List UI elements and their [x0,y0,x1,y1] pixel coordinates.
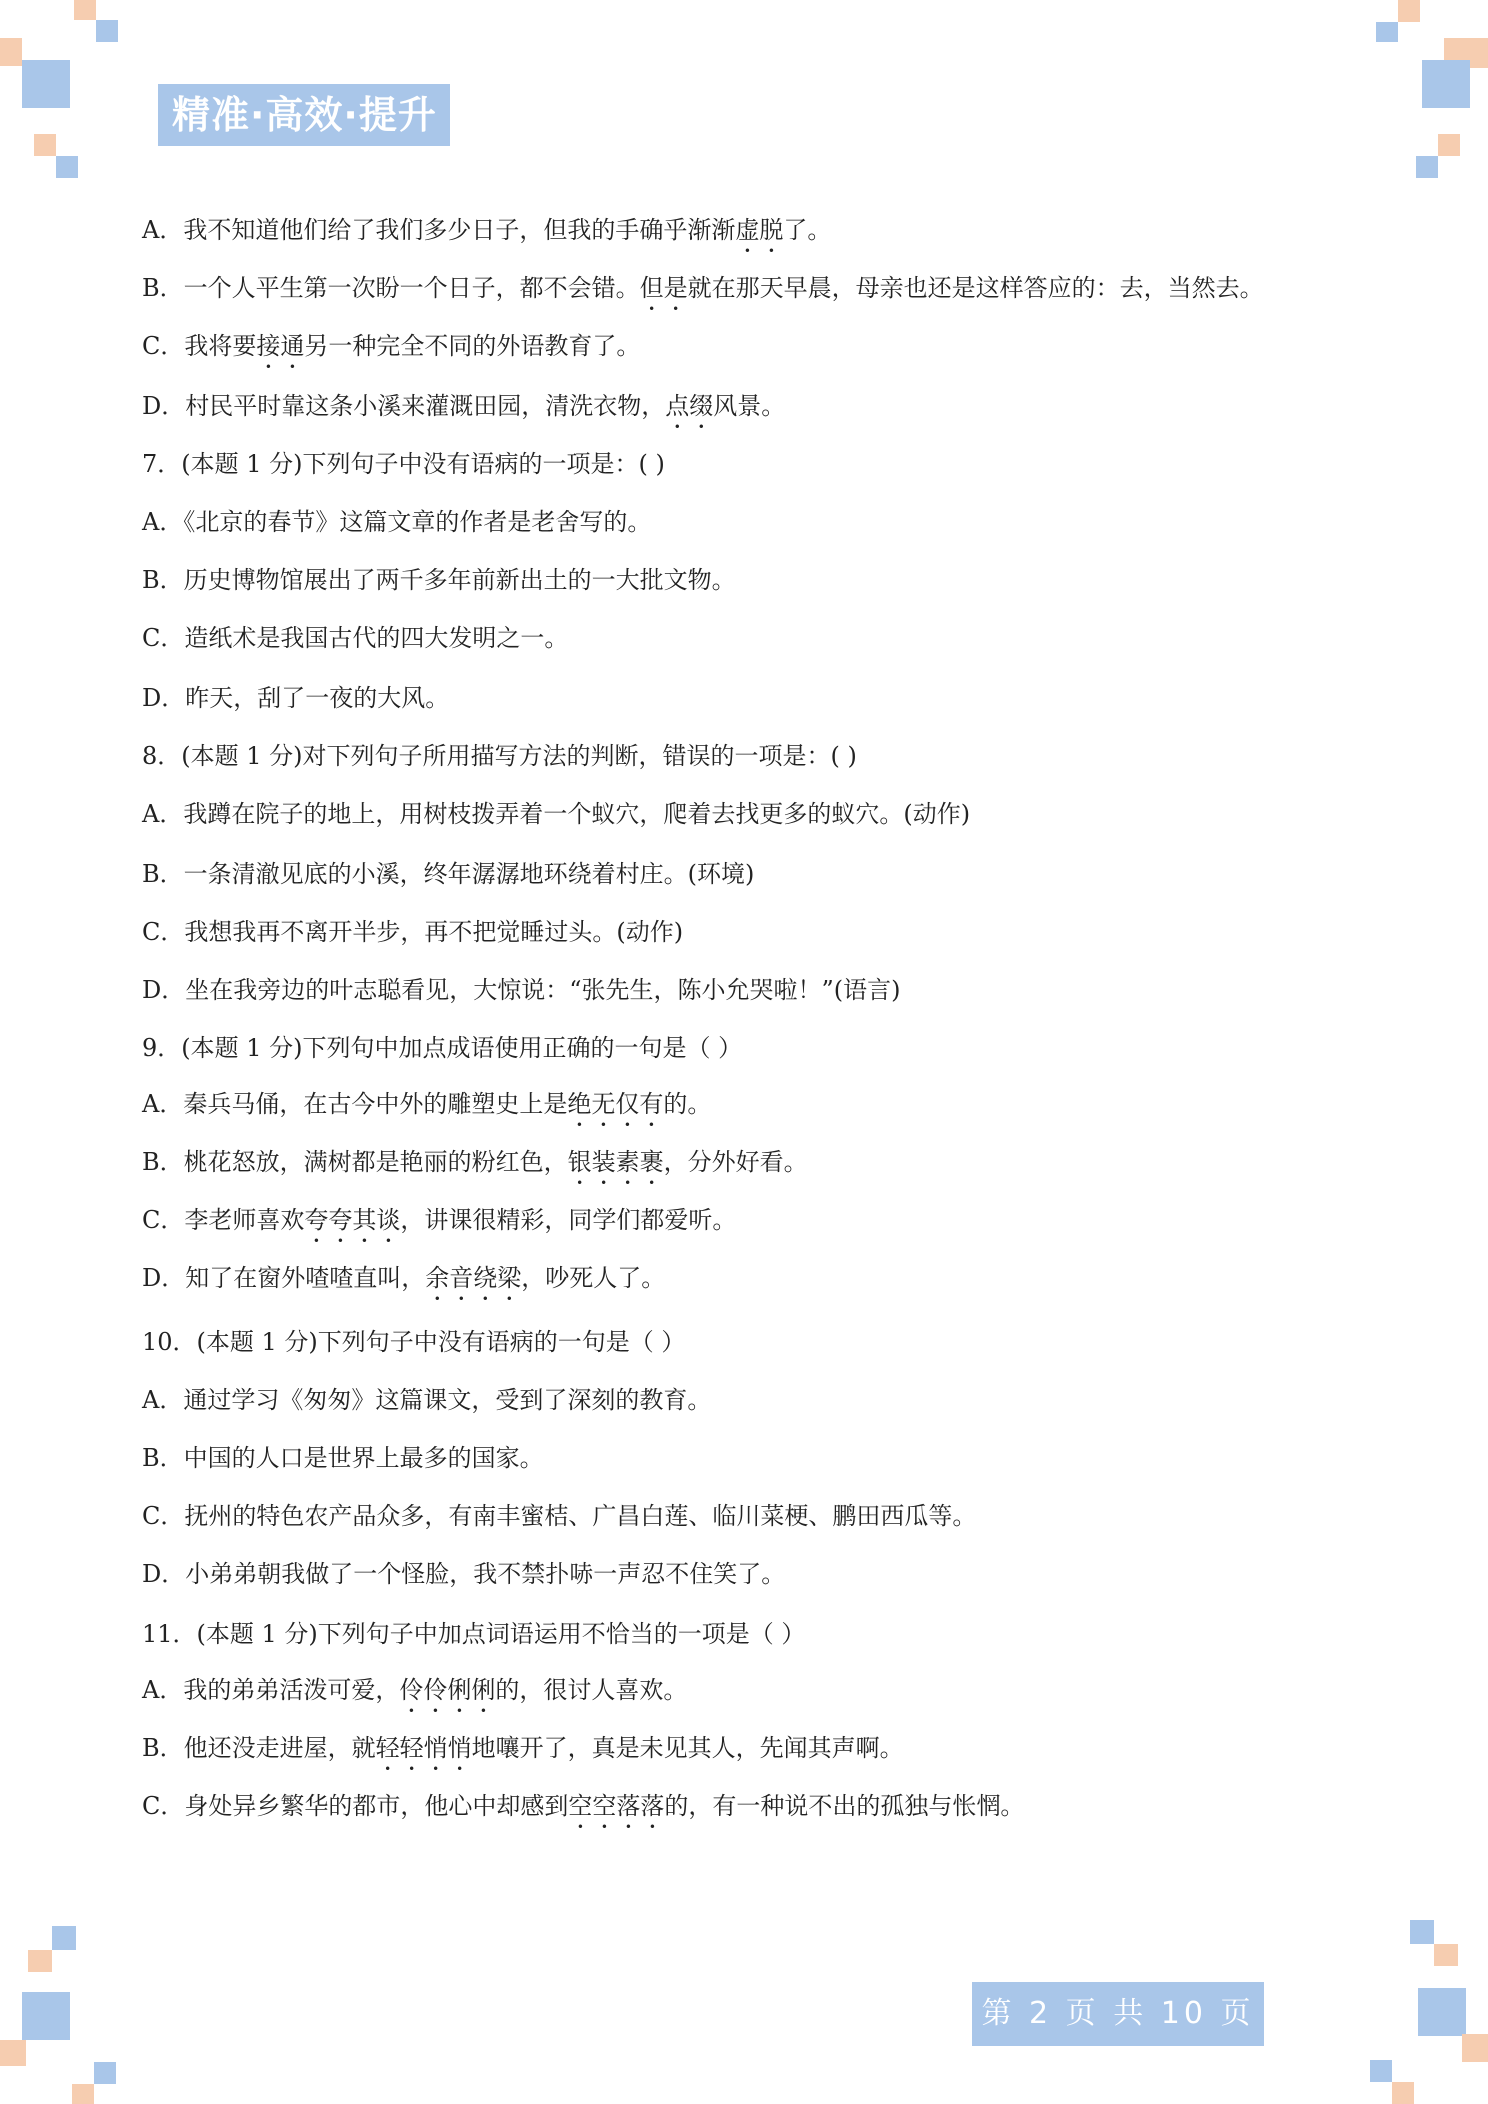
question-line [142,798,970,830]
line-text: C．李老师喜欢 [142,1206,305,1234]
emphasized-phrase: 夸夸其谈 [304,1206,401,1234]
line-text: C．抚州的特色农产品众多，有南丰蜜桔、广昌白莲、临川菜梗、鹏田西瓜等。 [142,1502,977,1530]
line-text: D．小弟弟朝我做了一个怪脸，我不禁扑哧一声忍不住笑了。 [142,1560,786,1588]
line-text: 的。 [663,1090,712,1118]
question-line [142,214,831,258]
emphasized-phrase: 余音绕梁 [425,1264,522,1292]
line-text: 9．(本题 1 分)下列句中加点成语使用正确的一句是（ ） [142,1034,743,1062]
line-text: ，讲课很精彩，同学们都爱听。 [400,1206,737,1234]
line-text: A．通过学习《匆匆》这篇课文，受到了深刻的教育。 [142,1386,712,1414]
emphasized-phrase: 空空落落 [568,1792,665,1820]
question-line [142,1262,665,1306]
line-text: C．身处异乡繁华的都市，他心中却感到 [142,1792,569,1820]
question-line [142,272,1264,316]
line-text: A．秦兵马俑，在古今中外的雕塑史上是 [142,1090,568,1118]
line-text: D．昨天，刮了一夜的大风。 [142,684,450,712]
question-line [142,506,651,538]
line-text: B．他还没走进屋，就 [142,1734,376,1762]
emphasized-phrase: 绝无仅有 [567,1090,664,1118]
line-text: 8．(本题 1 分)对下列句子所用描写方法的判断，错误的一项是：( ) [142,742,857,770]
line-text: 风景。 [713,392,786,420]
line-text: B．一条清澈见底的小溪，终年潺潺地环绕着村庄。(环境) [142,860,755,888]
question-line [142,1326,685,1358]
line-text: ，吵死人了。 [521,1264,666,1292]
emphasized-phrase: 轻轻悄悄 [375,1734,472,1762]
question-line [142,1384,711,1416]
line-text: A．我蹲在院子的地上，用树枝拨弄着一个蚁穴，爬着去找更多的蚁穴。(动作) [142,800,971,828]
page-indicator: 第 2 页 共 10 页 [972,1982,1264,2046]
emphasized-phrase: 虚脱 [735,216,784,244]
line-text: 另一种完全不同的外语教育了。 [304,332,641,360]
question-line [142,1146,808,1190]
question-line [142,1442,544,1474]
emphasized-phrase: 点缀 [665,392,714,420]
line-text: A．我的弟弟活泼可爱， [142,1676,400,1704]
line-text: 了。 [783,216,832,244]
line-text: ，分外好看。 [663,1148,808,1176]
line-text: D．村民平时靠这条小溪来灌溉田园，清洗衣物， [142,392,666,420]
question-line [142,1088,711,1132]
line-text: 10．(本题 1 分)下列句子中没有语病的一句是（ ） [142,1328,686,1356]
line-text: C．造纸术是我国古代的四大发明之一。 [142,624,569,652]
question-line [142,1732,904,1776]
question-line [142,1204,736,1248]
line-text: 地嚷开了，真是未见其人，先闻其声啊。 [471,1734,904,1762]
line-text: B．桃花怒放，满树都是艳丽的粉红色， [142,1148,568,1176]
line-text: D．知了在窗外喳喳直叫， [142,1264,426,1292]
question-line [142,1790,1024,1834]
line-text: C．我将要 [142,332,257,360]
question-line [142,564,736,596]
line-text: B．中国的人口是世界上最多的国家。 [142,1444,544,1472]
question-line [142,1032,742,1064]
question-line [142,682,449,714]
emphasized-phrase: 银装素裹 [567,1148,664,1176]
line-text: A．我不知道他们给了我们多少日子，但我的手确乎渐渐 [142,216,736,244]
line-text: 的，很讨人喜欢。 [495,1676,688,1704]
question-line [142,974,901,1006]
line-text: B．一个人平生第一次盼一个日子，都不会错。 [142,274,640,302]
emphasized-phrase: 但是 [639,274,688,302]
line-text: 的，有一种说不出的孤独与怅惘。 [664,1792,1025,1820]
question-line [142,916,683,948]
line-text: A．《北京的春节》这篇文章的作者是老舍写的。 [142,508,652,536]
emphasized-phrase: 伶伶俐俐 [399,1676,496,1704]
line-text: 就在那天早晨，母亲也还是这样答应的：去，当然去。 [687,274,1264,302]
question-line [142,1500,976,1532]
line-text: B．历史博物馆展出了两千多年前新出土的一大批文物。 [142,566,736,594]
emphasized-phrase: 接通 [256,332,305,360]
question-line [142,858,754,890]
question-line [142,330,640,374]
question-line [142,448,665,480]
question-line [142,622,568,654]
line-text: 11．(本题 1 分)下列句子中加点词语运用不恰当的一项是（ ） [142,1620,806,1648]
line-text: D．坐在我旁边的叶志聪看见，大惊说：“张先生，陈小允哭啦！”(语言) [142,976,901,1004]
question-line [142,1674,687,1718]
question-line [142,740,857,772]
line-text: C．我想我再不离开半步，再不把觉睡过头。(动作) [142,918,684,946]
question-line [142,1618,805,1650]
line-text: 7．(本题 1 分)下列句子中没有语病的一项是：( ) [142,450,665,478]
question-line [142,1558,785,1590]
question-line [142,390,785,434]
header-banner: 精准·高效·提升 [158,84,450,146]
